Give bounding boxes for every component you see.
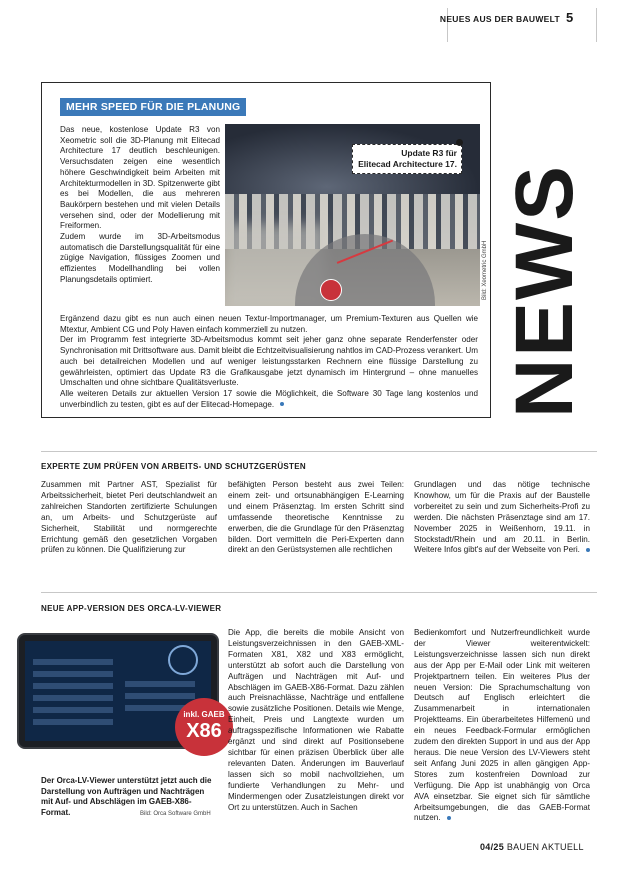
article-column <box>41 480 217 556</box>
gaeb-badge <box>175 698 233 756</box>
photo-callout <box>352 144 462 174</box>
section-divider <box>41 592 597 593</box>
end-mark-icon <box>447 816 451 820</box>
screen-row <box>125 693 195 699</box>
callout-text <box>358 148 457 169</box>
page-number: 5 <box>566 10 574 25</box>
end-mark-icon <box>280 402 284 406</box>
magazine-name: BAUEN AKTUELL <box>506 842 584 852</box>
image-caption: Der Orca-LV-Viewer unterstützt jetzt auch die Darstellung von Aufträgen und Nachträgen mit Auf- und Abschlägen im GAEB-X86-Format. <box>41 776 212 817</box>
section-divider <box>41 451 597 452</box>
end-mark-icon <box>586 548 590 552</box>
paragraph <box>60 389 478 410</box>
callout-line: Elitecad Architecture 17. <box>358 158 457 169</box>
feature-text-left <box>60 125 220 286</box>
screen-row <box>33 719 113 725</box>
article-column <box>414 480 590 556</box>
paragraph: befähigten Person besteht aus zwei Teilen: einem zeit- und ortsunabhängigen E-Learning und einem Präsenztag. Im ersten Schritt sind umfassende theoretische Kenntnisse zu erwerben, die die Grundlage für den Präsenztag bilden. Dort vermitteln die Peri-Experten dann direkt an den Gerüstsystemen alle rechtlichen <box>228 480 404 555</box>
article-column <box>228 628 404 813</box>
callout-line: Update R3 für <box>401 148 457 158</box>
orca-logo-icon <box>168 645 198 675</box>
screen-row <box>125 681 195 687</box>
photo-credit: Bild: Orca Software GmbH <box>140 811 211 817</box>
paragraph: Zusammen mit Partner AST, Spezialist für Arbeitssicherheit, bietet Peri deutschlandweit an zahlreichen Standorten zertifizierte Schulungen an, um Arbeits- und Schutzgerüste auf Sicherheit, Stabilität und normgerechte Errichtung gemäß den gesetzlichen Vorgaben prüfen zu können. Die Qualifizierung zur <box>41 480 217 555</box>
screen-row <box>33 659 113 665</box>
paragraph: Ergänzend dazu gibt es nun auch einen neuen Textur-Importmanager, um Premium-Texturen aus Quellen wie Mtextur, Ambient CG und Poly Haven einfach kommerziell zu nutzen. <box>60 314 478 334</box>
screen-row <box>33 683 113 689</box>
paragraph: Die App, die bereits die mobile Ansicht von Leistungsverzeichnissen in den GAEB-XML-Formaten X81, X82 und X83 ermöglicht, unterstützt ab sofort auch die Darstellung von Aufträgen und Nachträgen mit Auf- und Abschlägen im GAEB-X86-Format. Dazu zählen auch Preisnachlässe, Nachträge und entfallene sowie zusätzliche Positionen. Details wie Menge, Einheit, Preis und Langtexte wurden um auftragsspezifische Informationen wie Rabatte ergänzt und sind direkt auf Positionsebene sichtbar für einen präzisen Überblick über alle relevanten Daten. Änderungen im Bauverlauf lassen sich so mobil nachvollziehen, um fundierte Verhandlungen zu Mehr- und Mindermengen oder Zusatzleistungen direkt vor Ort zu unterstützen. Auch in Sachen <box>228 628 404 812</box>
paragraph: Das neue, kostenlose Update R3 von Xeometric soll die 3D-Planung mit Elitecad Architecture 17 deutlich beschleunigen. Versuchsdaten zeigen eine wesentlich höhere Geschwindigkeit beim Arbeiten mit Architekturmodellen in 3D. Spitzenwerte gibt es bei Modellen, die aus mehreren Baukörpern bestehen und mit vielen Details versehen sind, oder der Modellierung mit Freiformen. <box>60 125 220 231</box>
app-logo-icon <box>320 279 342 301</box>
section-label-news: NEWS <box>499 164 590 418</box>
feature-title: MEHR SPEED FÜR DIE PLANUNG <box>60 98 246 116</box>
page-footer <box>480 842 584 852</box>
feature-text-full <box>60 314 478 410</box>
article-title: EXPERTE ZUM PRÜFEN VON ARBEITS- UND SCHUTZGERÜSTEN <box>41 462 306 471</box>
running-head: NEUES AUS DER BAUWELT <box>439 14 560 24</box>
paragraph <box>414 628 590 824</box>
paragraph-text: Alle weiteren Details zur aktuellen Version 17 sowie die Möglichkeit, die Software 30 Tage lang kostenlos und unverbindlich zu testen, gibt es auf der Elitecad-Homepage. <box>60 388 478 409</box>
article-title: NEUE APP-VERSION DES ORCA-LV-VIEWER <box>41 604 222 613</box>
paragraph-text: Grundlagen und das nötige technische Knowhow, um für die Praxis auf der Baustelle vorbereitet zu sein und zum Sicherheits-Profi zu werden. Die nächsten Präsenztage sind am 17. November 2025 in Weißenhorn, 19.11. in Stockstadt/Rhein und am 20.11. in Berlin. Weitere Infos gibt's auf der Webseite von Peri. <box>414 480 590 555</box>
paragraph-text: Bedienkomfort und Nutzerfreundlichkeit wurde der Viewer weiterentwickelt: Leistungsverzeichnisse lassen sich nun direkt aus der App per E-Mail oder Link mit weiteren Projektpartnern teilen. Ein weiteres Plus der neuen Version: Die Sprachumschaltung von Deutsch auf Englisch erleichtert die Zusammenarbeit in internationalen Projektteams. Ein überarbeitetes Hilfemenü und ein neues Feedback-Formular ermöglichen zudem den direkten Support in und aus der App heraus. Die neue Version des LV-Viewers steht seit Anfang Juni 2025 in allen gängigen App-Stores zum kostenfreien Download zur Verfügung. Die App ist unabhängig von Orca AVA einsetzbar. Sie eignet sich für sämtliche Arbeitsumgebungen, die das GAEB-Format nutzen. <box>414 628 590 823</box>
header-divider <box>596 8 597 42</box>
screen-row <box>33 695 113 701</box>
article-column <box>228 480 404 556</box>
paragraph <box>414 480 590 556</box>
paragraph: Der im Programm fest integrierte 3D-Arbeitsmodus kommt seit jeher ganz ohne separate Renderfenster oder Synchronisation mit Drittsoftware aus. Damit bleibt die Echtzeitvisualisierung nahtlos im CAD-Prozess verankert. Um auch bei detailreichen Modellen und auf weniger leistungsstarken Rechnern eine flüssige Darstellung zu gewährleisten, optimiert das Update R3 die Grafikausgabe jetzt dynamisch im Hintergrund – ohne manuelles Umschalten und ohne sichtbare Qualitätsverluste. <box>60 335 478 388</box>
badge-line: X86 <box>186 720 222 742</box>
callout-dot <box>456 139 463 146</box>
paragraph: Zudem wurde im 3D-Arbeitsmodus automatisch die Darstellungsqualität für eine zügige Navigation, flüssiges Zoomen und effizientes Modellhandling bei vollen Planungsdetails optimiert. <box>60 232 220 284</box>
photo-credit: Bild: Xeometric GmbH <box>482 240 488 300</box>
article-column <box>414 628 590 824</box>
badge-line: inkl. GAEB <box>183 710 225 719</box>
issue-number: 04/25 <box>480 842 505 852</box>
screen-row <box>33 707 113 713</box>
screen-row <box>33 671 113 677</box>
